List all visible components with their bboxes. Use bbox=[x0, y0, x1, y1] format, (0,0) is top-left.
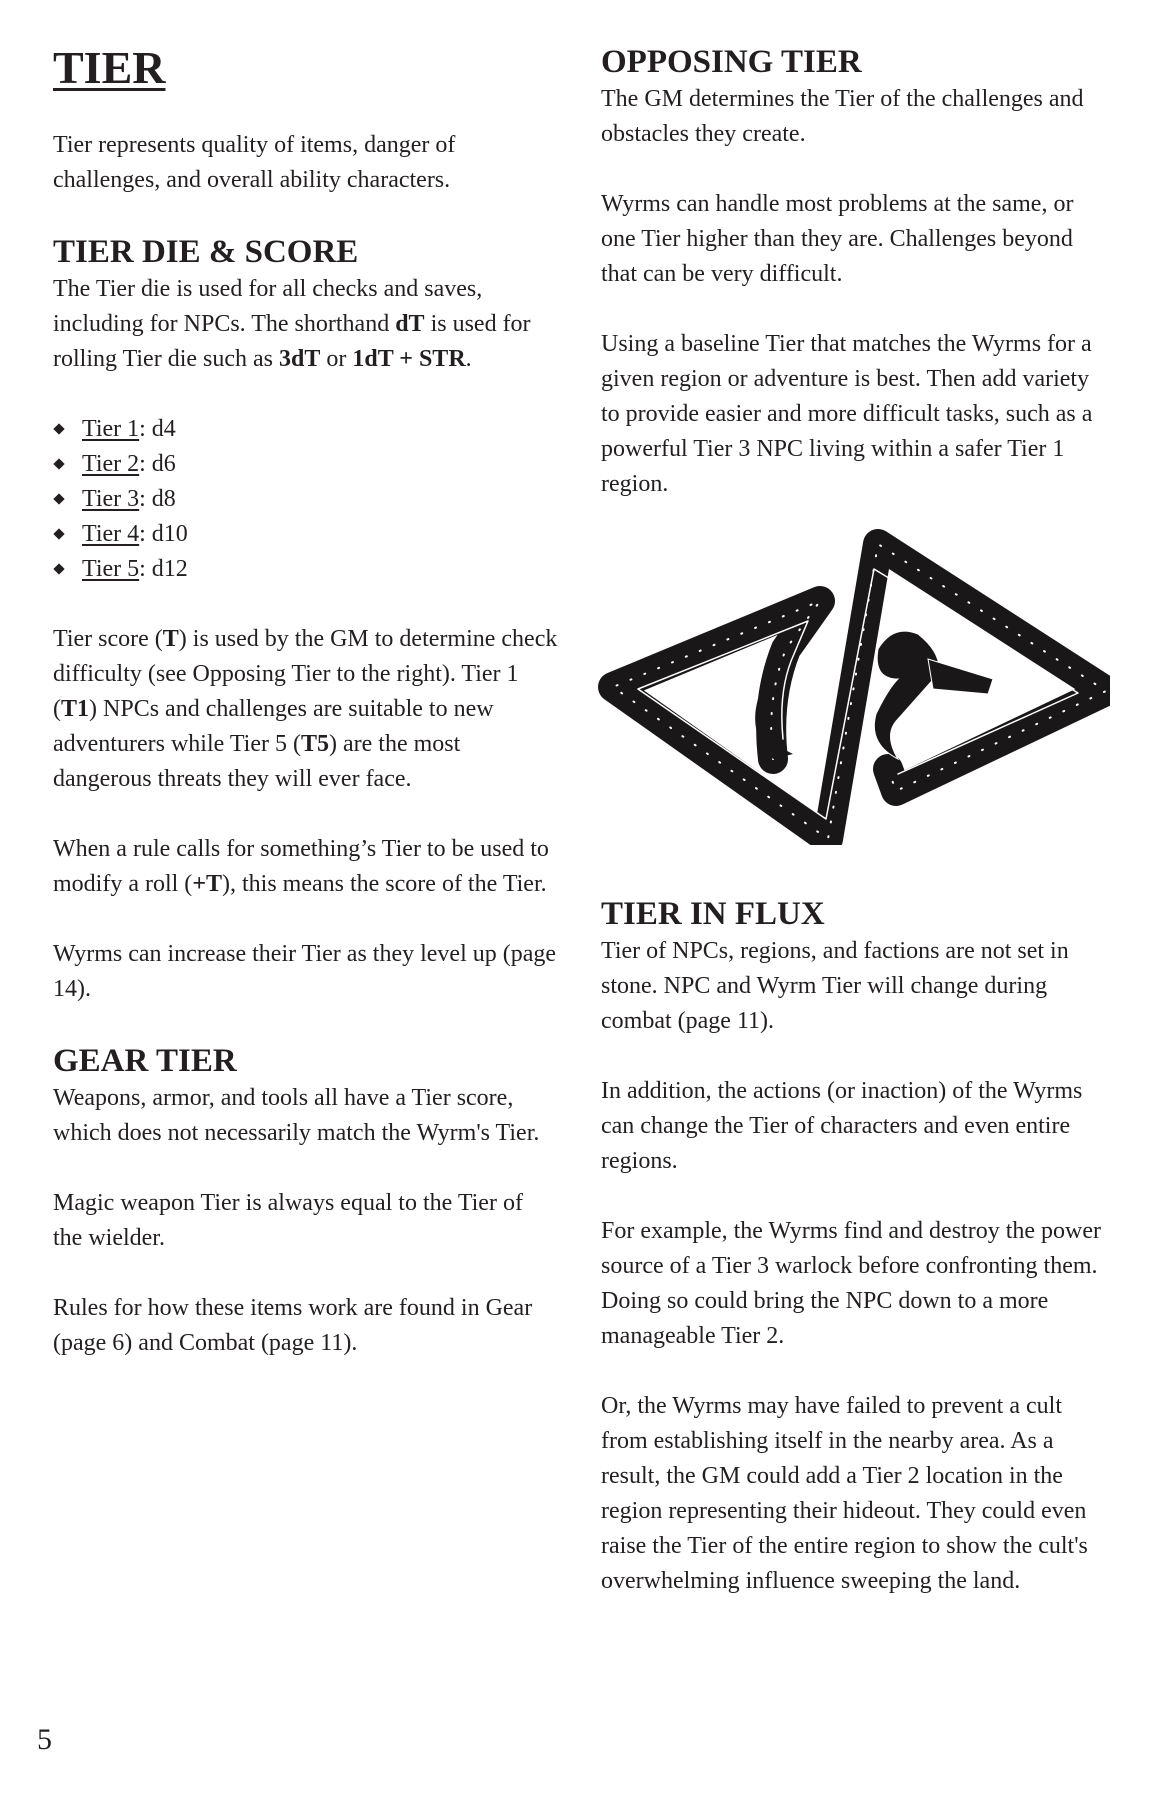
text: Tier score ( bbox=[53, 626, 163, 652]
t-notation: T bbox=[162, 626, 179, 652]
list-item bbox=[53, 552, 558, 587]
text: The Tier die is used for all checks and saves, including for NPCs. The shorthand bbox=[53, 276, 483, 337]
diamond-bullet-icon bbox=[53, 563, 64, 574]
text: ) is used by the GM to determine check difficulty (see Opposing Tier to the right). Tier 1 ( bbox=[53, 626, 558, 722]
gear-paragraph: Weapons, armor, and tools all have a Tier score, which does not necessarily match the Wyrm's Tier. bbox=[53, 1085, 540, 1146]
modify-roll-paragraph bbox=[53, 832, 558, 902]
opposing-paragraph: Wyrms can handle most problems at the same, or one Tier higher than they are. Challenges beyond that can be very difficult. bbox=[601, 191, 1074, 287]
text: or bbox=[320, 346, 353, 372]
right-column bbox=[601, 43, 1111, 1634]
diamond-bullet-icon bbox=[53, 493, 64, 504]
gear-tier-heading: GEAR TIER bbox=[53, 1043, 237, 1079]
tier-die-list bbox=[53, 412, 558, 587]
level-up-paragraph: Wyrms can increase their Tier as they level up (page 14). bbox=[53, 941, 557, 1002]
flux-paragraph: For example, the Wyrms find and destroy the power source of a Tier 3 warlock before confronting them. Doing so could bring the NPC down to a more manageable Tier 2. bbox=[601, 1218, 1101, 1349]
text: ) are the most dangerous threats they will ever face. bbox=[53, 731, 461, 792]
3dt-notation: 3dT bbox=[279, 346, 321, 372]
tier-die: : d10 bbox=[139, 521, 188, 547]
plus-t-notation: +T bbox=[192, 871, 222, 897]
flux-paragraph: Tier of NPCs, regions, and factions are not set in stone. NPC and Wyrm Tier will change during combat (page 11). bbox=[601, 938, 1069, 1034]
text: is used for rolling Tier die such as bbox=[53, 311, 531, 372]
tier-label: Tier 1 bbox=[82, 416, 140, 442]
flux-paragraph: In addition, the actions (or inaction) of the Wyrms can change the Tier of characters and even entire regions. bbox=[601, 1078, 1083, 1174]
tier-label: Tier 3 bbox=[82, 486, 140, 512]
opposing-paragraph: Using a baseline Tier that matches the Wyrms for a given region or adventure is best. Then add variety to provide easier and more difficult tasks, such as a powerful Tier 3 NPC living within a safer Tier 1 region. bbox=[601, 331, 1093, 497]
text: ), this means the score of the Tier. bbox=[222, 871, 547, 897]
left-column bbox=[53, 43, 558, 1396]
list-item bbox=[53, 517, 558, 552]
tier-die-paragraph bbox=[53, 272, 558, 377]
page-number: 5 bbox=[37, 1723, 52, 1756]
tier-label: Tier 4 bbox=[82, 521, 140, 547]
tier-score-paragraph bbox=[53, 622, 558, 797]
tier-die: : d6 bbox=[139, 451, 176, 477]
diamond-bullet-icon bbox=[53, 528, 64, 539]
serpent-illustration bbox=[598, 529, 1110, 845]
dt-notation: dT bbox=[395, 311, 425, 337]
intro-paragraph: Tier represents quality of items, danger of challenges, and overall ability characters. bbox=[53, 132, 456, 193]
text: . bbox=[465, 346, 472, 372]
t5-notation: T5 bbox=[300, 731, 329, 757]
text: ) NPCs and challenges are suitable to new adventurers while Tier 5 ( bbox=[53, 696, 494, 757]
page-title: TIER bbox=[53, 42, 166, 93]
tier-label: Tier 5 bbox=[82, 556, 140, 582]
diamond-bullet-icon bbox=[53, 423, 64, 434]
gear-paragraph: Rules for how these items work are found in Gear (page 6) and Combat (page 11). bbox=[53, 1295, 533, 1356]
tier-die-heading: TIER DIE & SCORE bbox=[53, 234, 359, 270]
list-item bbox=[53, 447, 558, 482]
tier-in-flux-heading: TIER IN FLUX bbox=[601, 896, 825, 932]
text: When a rule calls for something’s Tier to be used to modify a roll ( bbox=[53, 836, 549, 897]
gear-paragraph: Magic weapon Tier is always equal to the Tier of the wielder. bbox=[53, 1190, 523, 1251]
tier-die: : d4 bbox=[139, 416, 176, 442]
diamond-bullet-icon bbox=[53, 458, 64, 469]
opposing-paragraph: The GM determines the Tier of the challenges and obstacles they create. bbox=[601, 86, 1084, 147]
flux-paragraph: Or, the Wyrms may have failed to prevent a cult from establishing itself in the nearby area. As a result, the GM could add a Tier 2 location in the region representing their hideout. They could even raise the Tier of the entire region to show the cult's overwhelming influence sweeping the land. bbox=[601, 1393, 1088, 1594]
tier-label: Tier 2 bbox=[82, 451, 140, 477]
list-item bbox=[53, 412, 558, 447]
tier-die: : d12 bbox=[139, 556, 188, 582]
t1-notation: T1 bbox=[61, 696, 90, 722]
1dt-str-notation: 1dT + STR bbox=[352, 346, 466, 372]
list-item bbox=[53, 482, 558, 517]
opposing-tier-heading: OPPOSING TIER bbox=[601, 44, 862, 80]
tier-die: : d8 bbox=[139, 486, 176, 512]
